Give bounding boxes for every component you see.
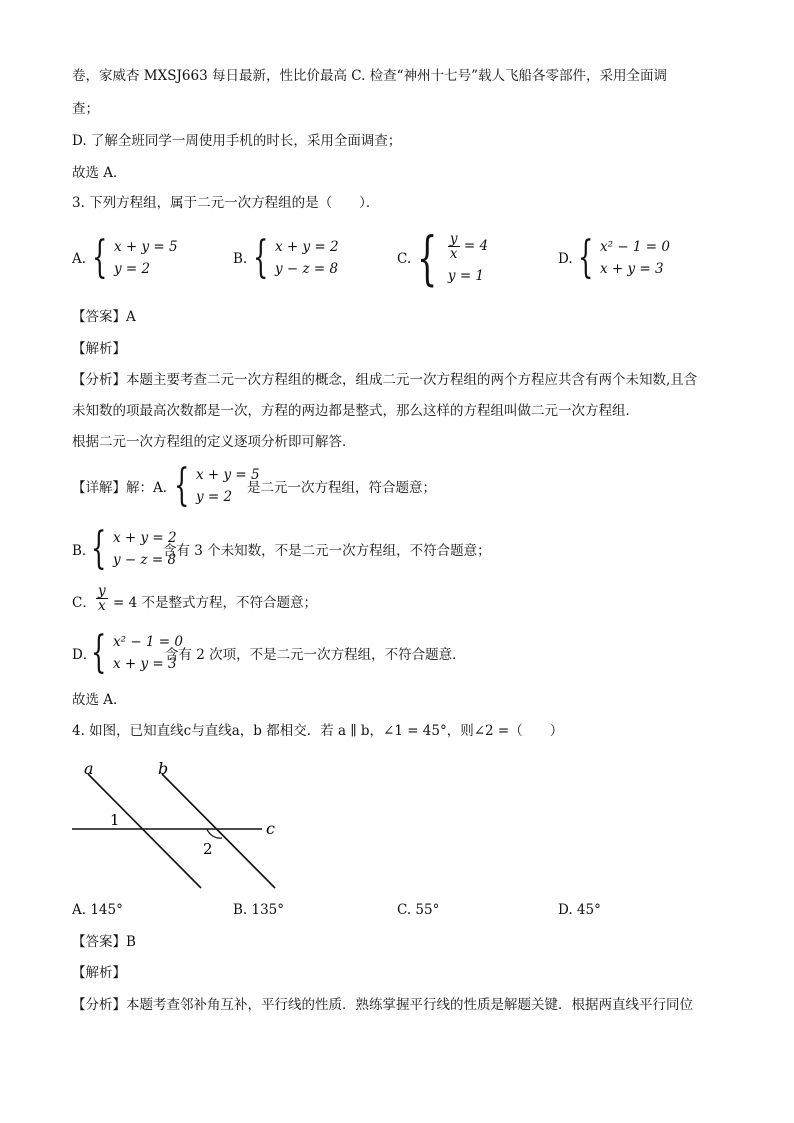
brace-icon: {: [253, 232, 269, 283]
question-4-stem: 4. 如图，已知直线c与直线a，b 都相交．若 a ∥ b，∠1 = 45°，则∠2 =（ ）: [72, 723, 564, 739]
label-angle-2: 2: [203, 840, 213, 858]
q3-option-d-system: [578, 232, 670, 283]
angle-2-arc: [207, 829, 222, 838]
equation: y − z = 8: [275, 261, 339, 277]
equation: x + y = 2: [275, 239, 339, 255]
equation: x² − 1 = 0: [600, 239, 670, 255]
equation: x + y = 3: [600, 261, 664, 277]
q3-answer: 【答案】A: [72, 309, 136, 325]
line-a: [88, 774, 201, 888]
q3-analysis-heading: 【解析】: [72, 341, 126, 357]
equation: y = 1: [447, 267, 485, 284]
text-line: D. 了解全班同学一周使用手机的时长，采用全面调查；: [72, 133, 402, 149]
q3-detail-c-fraction: $\frac{y}{x}$: [98, 583, 106, 614]
q3-detail-d-text: 含有 2 次项，不是二元一次方程组，不符合题意．: [165, 647, 466, 663]
q4-analysis-text: 【分析】本题考查邻补角互补，平行线的性质．熟练掌握平行线的性质是解题关键．根据两直线平行同位: [72, 997, 693, 1013]
equation: x + y = 2: [113, 530, 177, 546]
q4-analysis-heading: 【解析】: [72, 965, 126, 981]
brace-icon: {: [174, 460, 190, 511]
q4-option-c: C. 55°: [397, 902, 440, 918]
q3-analysis-text: 根据二元一次方程组的定义逐项分析即可解答．: [72, 434, 356, 450]
text-line: 故选 A．: [72, 165, 127, 181]
equation: y − z = 8: [113, 552, 177, 568]
q3-detail-c-prefix: C．: [72, 595, 96, 611]
q3-detail-d-prefix: D．: [72, 647, 97, 663]
q3-option-c-label: C.: [397, 251, 412, 267]
question-3-stem: 3. 下列方程组，属于二元一次方程组的是（ ）．: [72, 195, 380, 211]
q4-option-b: B. 135°: [233, 902, 285, 918]
brace-icon: {: [417, 224, 438, 292]
q3-option-a-label: A.: [72, 251, 87, 267]
q3-option-b-system: [253, 232, 339, 283]
label-angle-1: 1: [110, 811, 120, 829]
brace-icon: {: [91, 627, 107, 678]
brace-icon: {: [91, 523, 107, 574]
equation: y = 2: [196, 489, 233, 505]
parallel-lines-diagram: [68, 758, 308, 890]
q3-detail-a-text: 是二元一次方程组，符合题意；: [247, 480, 436, 496]
q4-answer: 【答案】B: [72, 934, 136, 950]
equation: x + y = 3: [113, 656, 177, 672]
q3-detail-b-prefix: B．: [72, 543, 96, 559]
label-a: a: [84, 759, 94, 778]
q3-option-b-label: B.: [233, 251, 248, 267]
label-c: c: [266, 819, 275, 838]
q3-detail-prefix: 【详解】解：A．: [72, 480, 177, 496]
equation: $\frac{y}{x}$ = 4: [449, 230, 489, 262]
q3-option-a-system: [92, 232, 178, 283]
q4-option-a: A. 145°: [72, 902, 123, 918]
equation: x² − 1 = 0: [113, 634, 183, 650]
q3-detail-c-text: = 4 不是整式方程，不符合题意；: [113, 595, 317, 611]
label-b: b: [158, 759, 169, 778]
brace-icon: {: [578, 232, 594, 283]
equation: y = 2: [114, 261, 151, 277]
text-line: 查；: [72, 101, 99, 117]
q3-detail-b-text: 含有 3 个未知数，不是二元一次方程组，不符合题意；: [163, 543, 491, 559]
equation: x + y = 5: [114, 239, 178, 255]
q4-option-d: D. 45°: [558, 902, 601, 918]
q3-conclusion: 故选 A．: [72, 692, 127, 708]
q3-analysis-text: 【分析】本题主要考查二元一次方程组的概念，组成二元一次方程组的两个方程应共含有两个未知数,且含: [72, 372, 698, 388]
q3-analysis-text: 未知数的项最高次数都是一次，方程的两边都是整式，那么这样的方程组叫做二元一次方程组．: [72, 403, 639, 419]
text-line: 卷，家威杏 MXSJ663 每日最新，性比价最高 C. 检查“神州十七号”载人飞船各零部件，采用全面调: [72, 68, 667, 84]
equation: x + y = 5: [196, 467, 260, 483]
line-b: [162, 774, 275, 888]
q3-option-c-system: [417, 224, 489, 292]
q3-option-d-label: D.: [558, 251, 573, 267]
brace-icon: {: [92, 232, 108, 283]
